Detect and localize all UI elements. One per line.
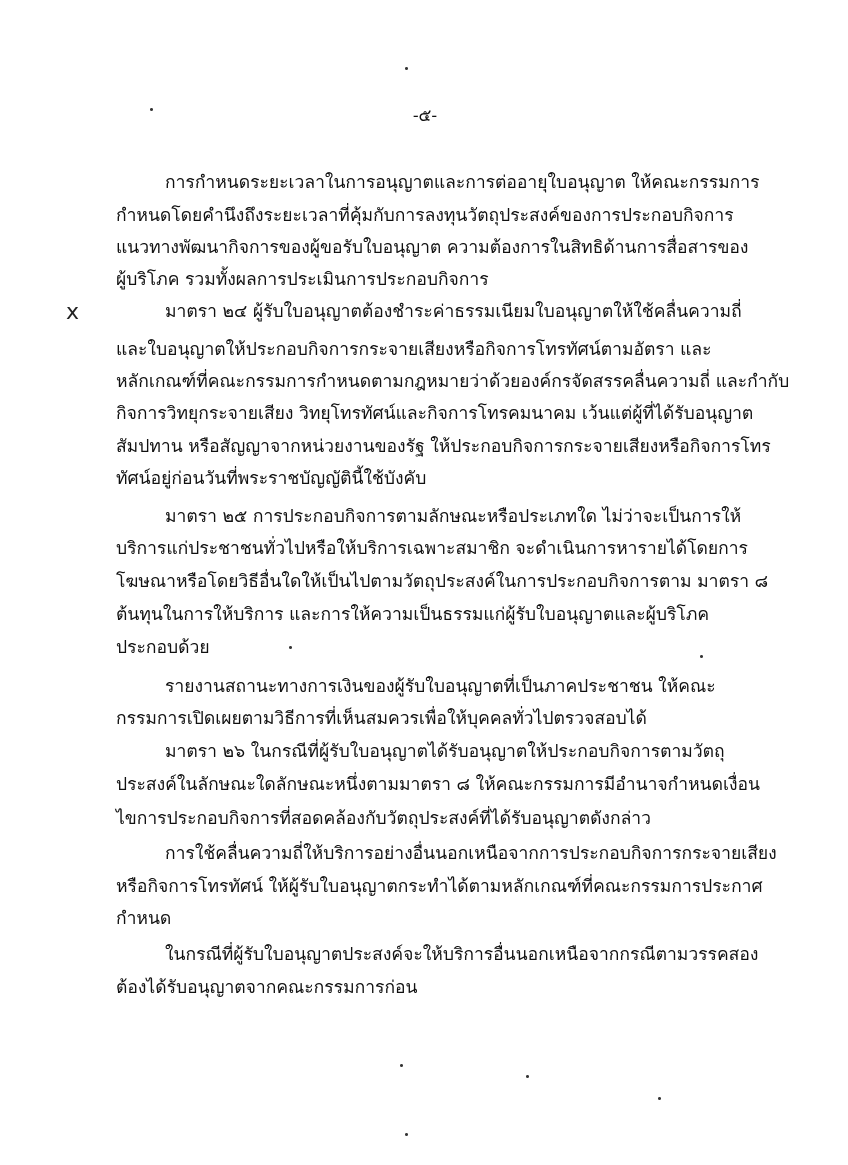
text-line: และใบอนุญาตให้ประกอบกิจการกระจายเสียงหรือกิจการโทรทัศน์ตามอัตรา และ <box>116 340 712 360</box>
scan-speck <box>526 1075 529 1078</box>
text-line: สัมปทาน หรือสัญญาจากหน่วยงานของรัฐ ให้ประกอบกิจการกระจายเสียงหรือกิจการโทร <box>116 437 771 457</box>
text-line: กิจการวิทยุกระจายเสียง วิทยุโทรทัศน์และกิจการโทรคมนาคม เว้นแต่ผู้ที่ได้รับอนุญาต <box>116 404 754 424</box>
text-line: รายงานสถานะทางการเงินของผู้รับใบอนุญาตที่เป็นภาคประชาชน ให้คณะ <box>165 677 716 697</box>
text-line: หรือกิจการโทรทัศน์ ให้ผู้รับใบอนุญาตกระทำได้ตามหลักเกณฑ์ที่คณะกรรมการประกาศ <box>116 877 763 897</box>
text-line: แนวทางพัฒนากิจการของผู้ขอรับใบอนุญาต ความต้องการในสิทธิด้านการสื่อสารของ <box>116 238 749 258</box>
text-line: ในกรณีที่ผู้รับใบอนุญาตประสงค์จะให้บริการอื่นนอกเหนือจากกรณีตามวรรคสอง <box>165 945 759 965</box>
text-line: การกำหนดระยะเวลาในการอนุญาตและการต่ออายุใบอนุญาต ให้คณะกรรมการ <box>165 173 760 193</box>
scan-speck <box>405 1133 408 1136</box>
margin-annotation: ⅹ <box>66 300 80 325</box>
text-line: ประกอบด้วย <box>116 638 210 658</box>
text-line: มาตรา ๒๔ ผู้รับใบอนุญาตต้องชำระค่าธรรมเนียมใบอนุญาตให้ใช้คลื่นความถี่ <box>165 302 742 322</box>
text-line: กรรมการเปิดเผยตามวิธีการที่เห็นสมควรเพื่อให้บุคคลทั่วไปตรวจสอบได้ <box>116 709 647 729</box>
text-line: บริการแก่ประชาชนทั่วไปหรือให้บริการเฉพาะสมาชิก จะดำเนินการหารายได้โดยการ <box>116 539 748 559</box>
text-line: ทัศน์อยู่ก่อนวันที่พระราชบัญญัตินี้ใช้บังคับ <box>116 469 427 489</box>
text-line: ต้นทุนในการให้บริการ และการให้ความเป็นธรรมแก่ผู้รับใบอนุญาตและผู้บริโภค <box>116 605 710 625</box>
scan-speck <box>150 108 153 111</box>
scan-speck <box>400 1064 403 1067</box>
text-line: การใช้คลื่นความถี่ให้บริการอย่างอื่นนอกเหนือจากการประกอบกิจการกระจายเสียง <box>165 844 777 864</box>
page-number: -๕- <box>412 106 438 126</box>
text-line: กำหนด <box>116 909 172 929</box>
text-line: โฆษณาหรือโดยวิธีอื่นใดให้เป็นไปตามวัตถุประสงค์ในการประกอบกิจการตาม มาตรา ๘ <box>116 572 769 592</box>
scan-speck <box>700 655 703 658</box>
text-line: หลักเกณฑ์ที่คณะกรรมการกำหนดตามกฎหมายว่าด้วยองค์กรจัดสรรคลื่นความถี่ และกำกับ <box>116 372 790 392</box>
text-line: ไขการประกอบกิจการที่สอดคล้องกับวัตถุประสงค์ที่ได้รับอนุญาตดังกล่าว <box>116 809 651 829</box>
text-line: ผู้บริโภค รวมทั้งผลการประเมินการประกอบกิจการ <box>116 270 489 290</box>
scan-speck <box>289 646 292 649</box>
scan-speck <box>405 67 408 70</box>
text-line: ต้องได้รับอนุญาตจากคณะกรรมการก่อน <box>116 978 418 998</box>
text-line: มาตรา ๒๖ ในกรณีที่ผู้รับใบอนุญาตได้รับอนุญาตให้ประกอบกิจการตามวัตถุ <box>165 742 725 762</box>
scan-speck <box>658 1097 661 1100</box>
text-line: กำหนดโดยคำนึงถึงระยะเวลาที่คุ้มกับการลงทุนวัตถุประสงค์ของการประกอบกิจการ <box>116 206 734 226</box>
text-line: มาตรา ๒๕ การประกอบกิจการตามลักษณะหรือประเภทใด ไม่ว่าจะเป็นการให้ <box>165 507 742 527</box>
text-line: ประสงค์ในลักษณะใดลักษณะหนึ่งตามมาตรา ๘ ให้คณะกรรมการมีอำนาจกำหนดเงื่อน <box>116 775 760 795</box>
